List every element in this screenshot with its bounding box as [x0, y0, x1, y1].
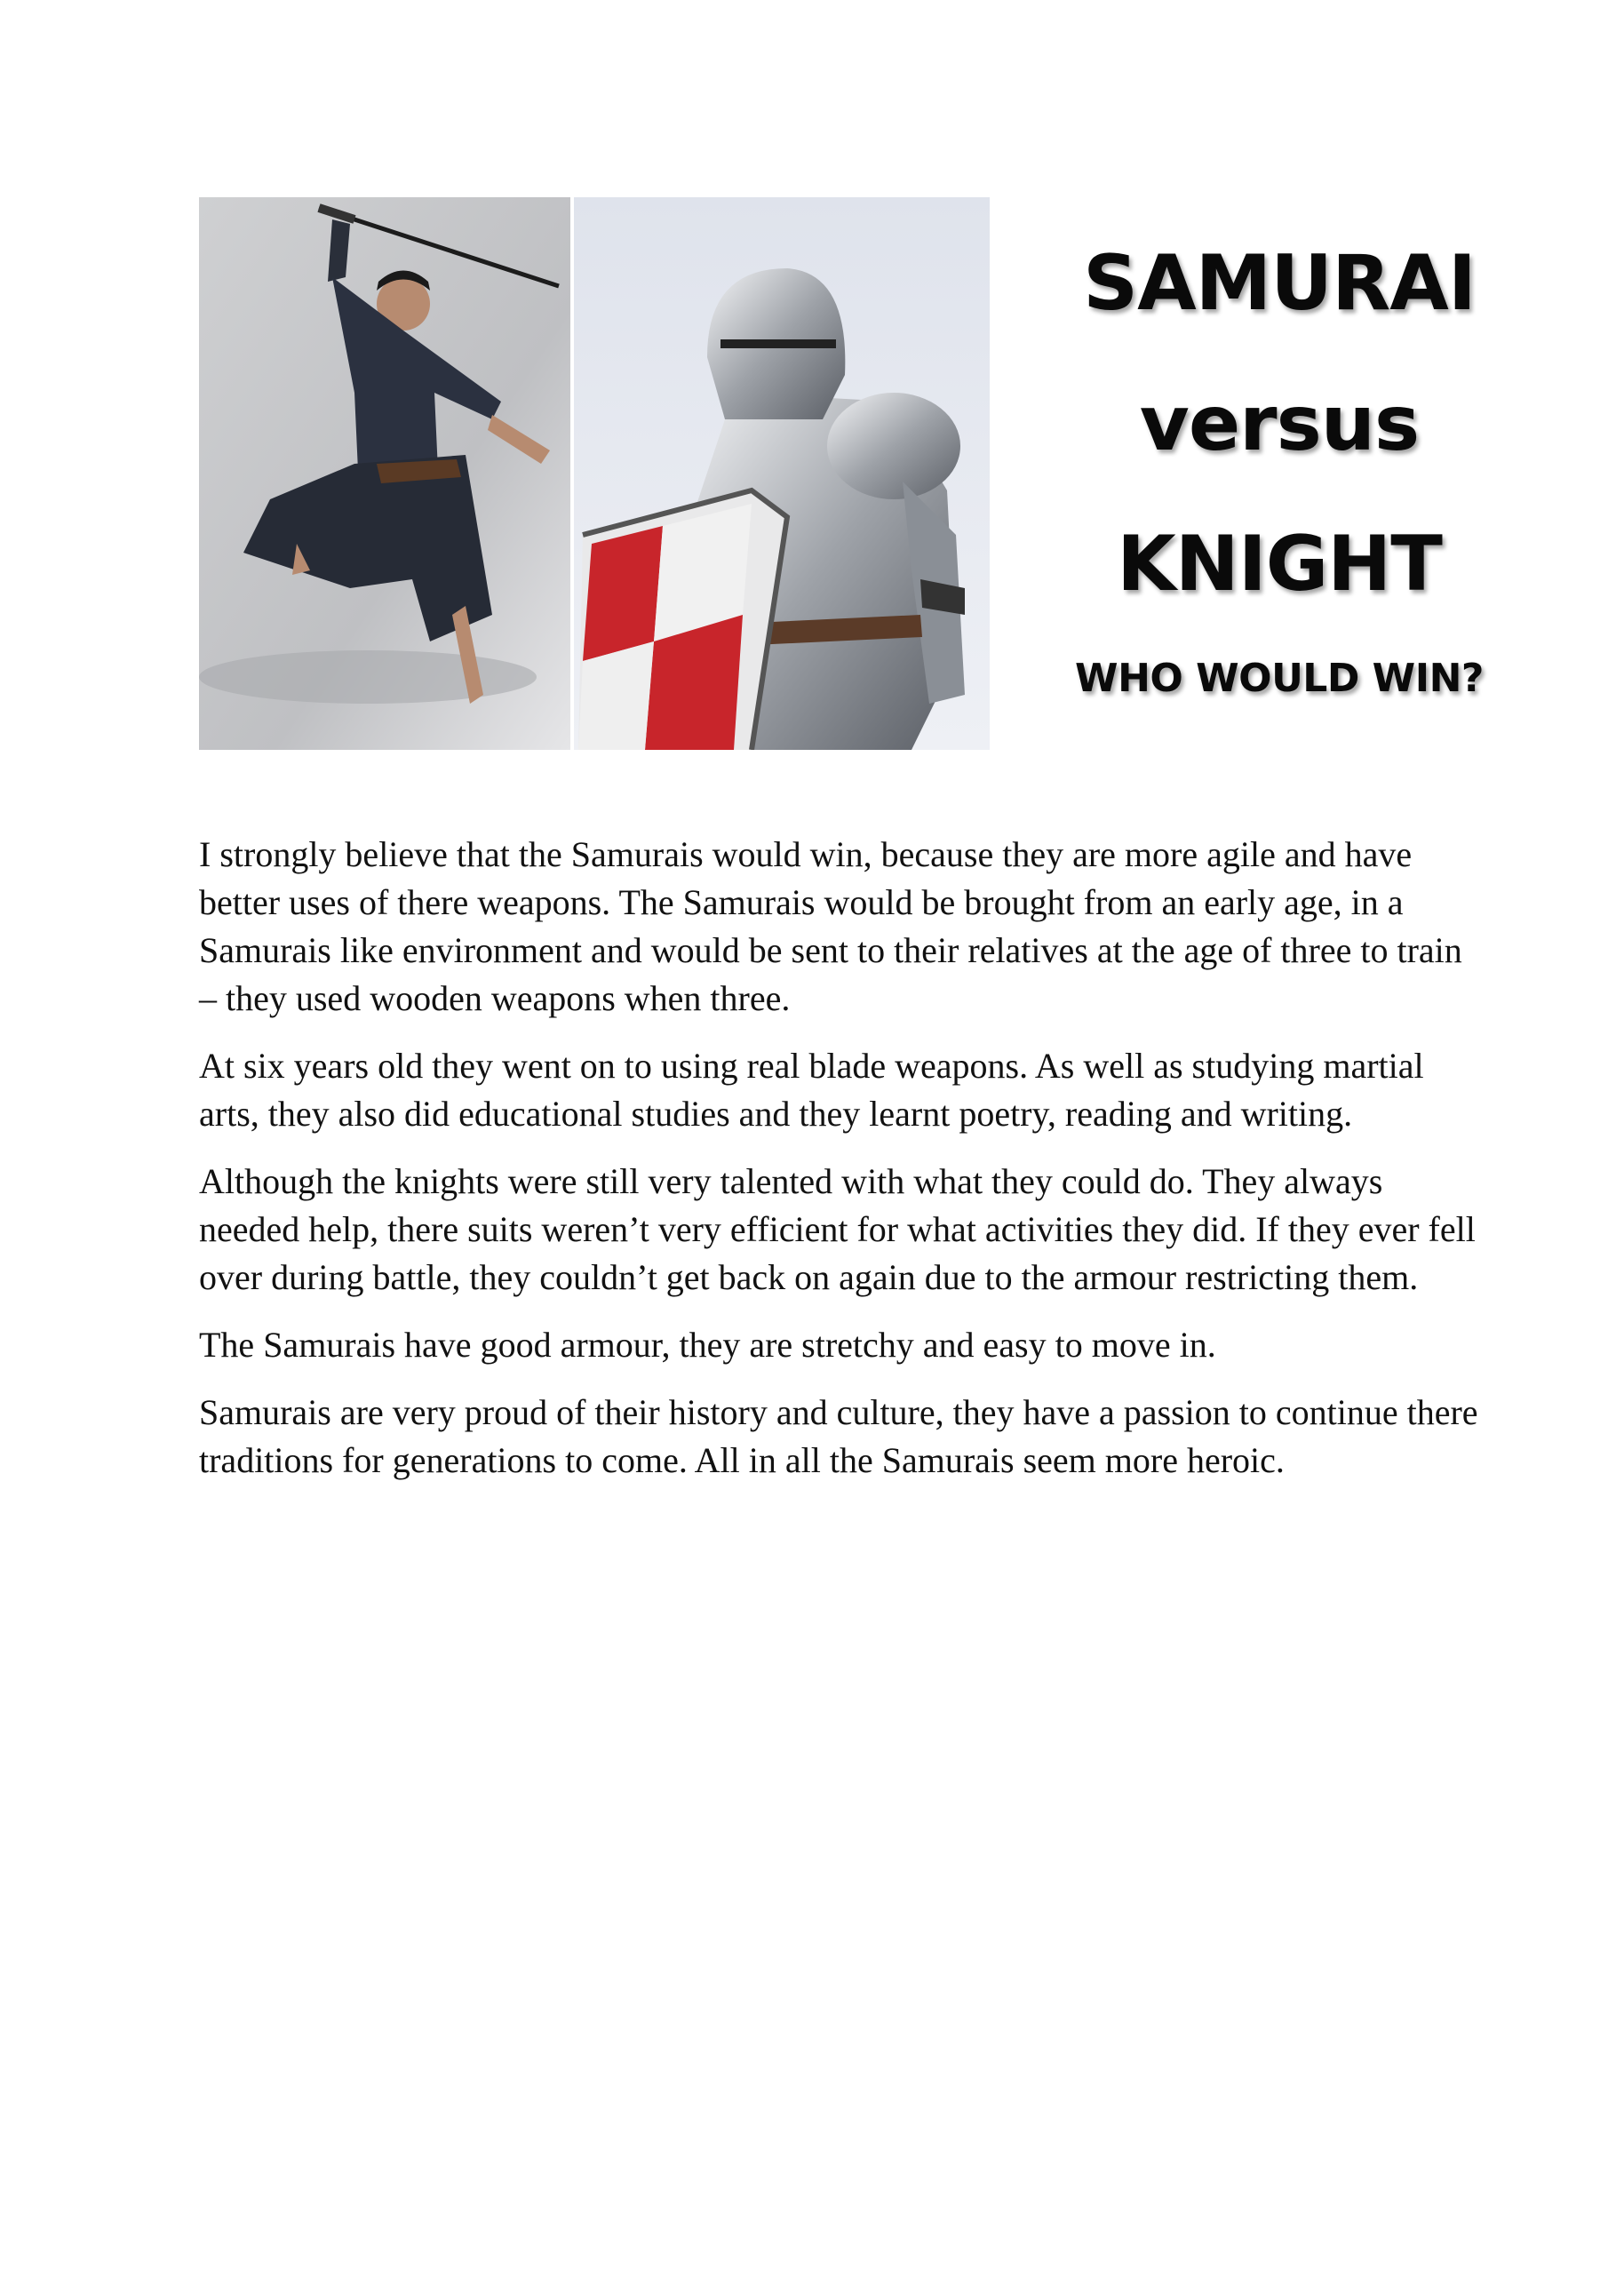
- essay-body: [199, 831, 1478, 1504]
- paragraph: At six years old they went on to using real blade weapons. As well as studying martial arts, they also did educational studies and they learnt poetry, reading and writing.: [199, 1046, 1424, 1134]
- paragraph: The Samurais have good armour, they are stretchy and easy to move in.: [199, 1325, 1216, 1365]
- title-line-samurai: SAMURAI: [1083, 239, 1476, 328]
- paragraph: Samurais are very proud of their history and culture, they have a passion to continue there traditions for generations to come. All in all the Samurais seem more heroic.: [199, 1392, 1478, 1480]
- title-line-versus: versus: [1139, 379, 1420, 468]
- subtitle: WHO WOULD WIN?: [1075, 656, 1484, 701]
- knight-photo: [574, 197, 990, 750]
- paragraph: Although the knights were still very talented with what they could do. They always needed help, there suits weren’t very efficient for what activities they did. If they ever fell over during battle, they couldn’t get back on again due to the armour restricting them.: [199, 1161, 1476, 1297]
- paragraph: I strongly believe that the Samurais would win, because they are more agile and have better uses of there weapons. The Samurais would be brought from an early age, in a Samurais like environment and would be sent to their relatives at the age of three to train – they used wooden weapons when three.: [199, 834, 1462, 1018]
- samurai-photo: [199, 197, 570, 750]
- title-block: [1022, 213, 1537, 705]
- title-line-knight: KNIGHT: [1117, 520, 1442, 609]
